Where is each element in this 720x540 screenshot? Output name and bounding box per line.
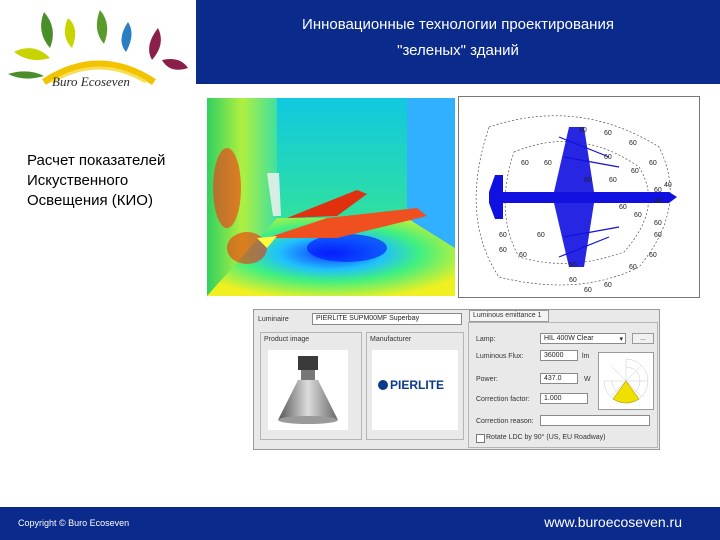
footer-website-link[interactable]: www.buroecoseven.ru <box>544 514 682 530</box>
luminaire-dialog <box>253 309 660 450</box>
manufacturer-logo-text: PIERLITE <box>390 378 445 392</box>
luminaire-tab-label[interactable]: Luminaire <box>258 316 289 323</box>
lamp-fixture-icon <box>268 350 348 430</box>
contour-label: 60 <box>629 140 637 147</box>
lamp-browse-button[interactable]: ... <box>632 333 654 344</box>
luminous-flux-label: Luminous Flux: <box>476 353 524 360</box>
contour-label: 60 <box>569 277 577 284</box>
contour-label: 60 <box>537 232 545 239</box>
lamp-select-value: HIL 400W Clear <box>544 335 594 342</box>
illuminance-render-image <box>207 98 455 296</box>
contour-label: 60 <box>521 160 529 167</box>
footer-copyright: Copyright © Buro Ecoseven <box>18 518 130 528</box>
correction-reason-field[interactable] <box>540 415 650 426</box>
product-image-label: Product image <box>264 336 310 343</box>
description-text <box>27 151 207 211</box>
contour-label: 60 <box>584 177 592 184</box>
manufacturer-logo <box>372 350 458 430</box>
title-line-1: Инновационные технологии проектирования <box>302 16 614 33</box>
contour-label: 60 <box>604 154 612 161</box>
contour-label: 60 <box>604 130 612 137</box>
luminous-flux-unit: lm <box>582 353 590 360</box>
contour-label: 60 <box>609 177 617 184</box>
contour-label: 60 <box>654 220 662 227</box>
title-line-2: "зеленых" зданий <box>397 42 519 59</box>
contour-label: 60 <box>654 187 662 194</box>
contour-label: 60 <box>544 160 552 167</box>
product-image <box>268 350 348 430</box>
lamp-select[interactable] <box>540 333 626 344</box>
contour-label: 40 <box>664 182 672 189</box>
logo-text: Buro Ecoseven <box>52 74 130 89</box>
logo <box>4 4 192 89</box>
contour-label: 60 <box>579 127 587 134</box>
contour-label: 60 <box>654 232 662 239</box>
rotate-ldc-checkbox[interactable] <box>476 434 485 443</box>
lamp-label: Lamp: <box>476 336 496 343</box>
manufacturer-label: Manufacturer <box>370 336 412 343</box>
isolux-plot <box>458 96 700 298</box>
page-title <box>196 12 720 64</box>
contour-label: 40 <box>654 198 662 205</box>
luminous-flux-field[interactable]: 36000 <box>540 350 578 361</box>
description-line-3: Освещения (КИО) <box>27 192 153 209</box>
power-field[interactable]: 437.0 <box>540 373 578 384</box>
power-label: Power: <box>476 376 498 383</box>
rotate-ldc-label: Rotate LDC by 90° (US, EU Roadway) <box>486 434 606 441</box>
contour-label: 60 <box>584 287 592 294</box>
correction-factor-field[interactable]: 1.000 <box>540 393 588 404</box>
luminaire-name-field[interactable]: PIERLITE SUPM00MF Superbay <box>312 313 462 325</box>
power-unit: W <box>584 376 591 383</box>
contour-label: 60 <box>649 160 657 167</box>
contour-label: 60 <box>634 212 642 219</box>
contour-label: 60 <box>619 204 627 211</box>
contour-label: 60 <box>499 247 507 254</box>
manufacturer-logo-mark <box>378 380 388 390</box>
ldc-polar-diagram <box>598 352 654 410</box>
contour-label: 60 <box>631 168 639 175</box>
contour-label: 60 <box>569 262 577 269</box>
chevron-down-icon: ▾ <box>619 336 623 343</box>
description-line-2: Искуственного <box>27 172 129 189</box>
contour-label: 60 <box>519 252 527 259</box>
description-line-1: Расчет показателей <box>27 152 166 169</box>
correction-reason-label: Correction reason: <box>476 418 534 425</box>
contour-label: 60 <box>649 252 657 259</box>
contour-label: 60 <box>604 282 612 289</box>
correction-factor-label: Correction factor: <box>476 396 530 403</box>
tab-luminous-emittance[interactable] <box>469 310 549 322</box>
contour-label: 60 <box>499 232 507 239</box>
contour-label: 60 <box>629 264 637 271</box>
tab-luminous-emittance-label: Luminous emittance 1 <box>473 312 542 319</box>
